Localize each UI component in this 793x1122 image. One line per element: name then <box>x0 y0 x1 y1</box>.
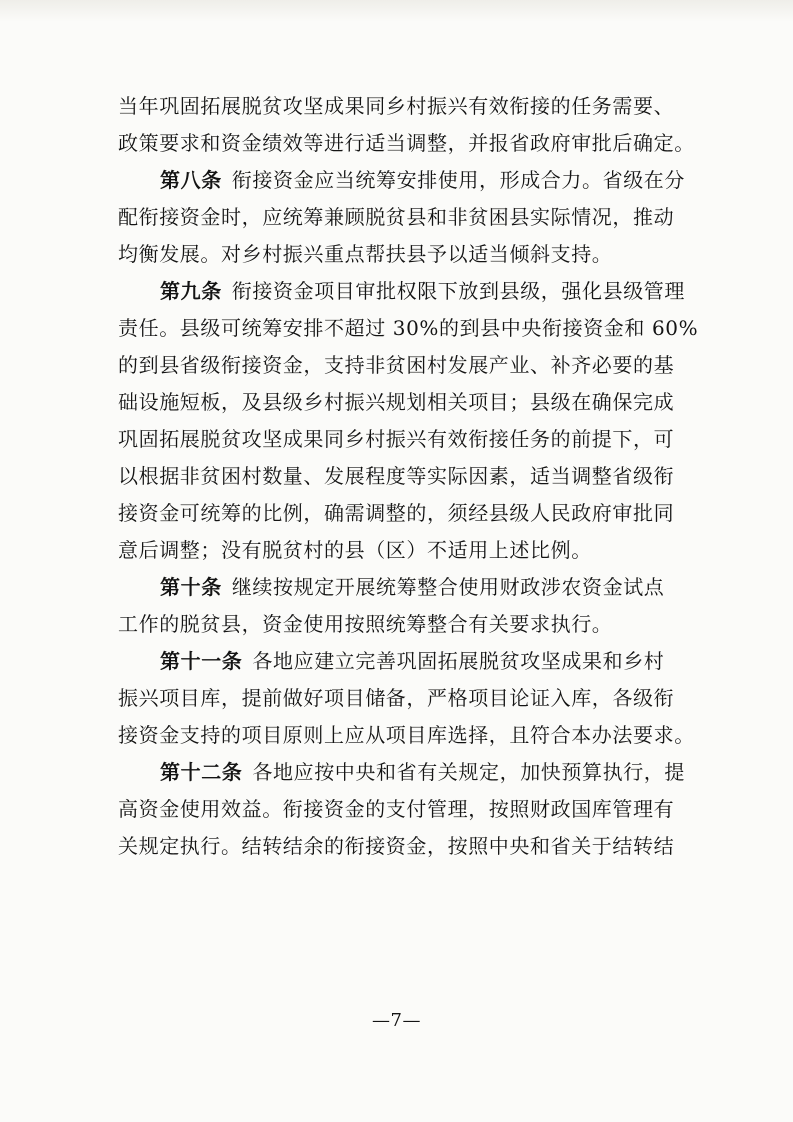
article-first-line <box>118 754 708 791</box>
text-line: 意后调整；没有脱贫村的县（区）不适用上述比例。 <box>118 538 592 562</box>
text-line: 当年巩固拓展脱贫攻坚成果同乡村振兴有效衔接的任务需要、 <box>118 94 675 118</box>
text-line: 政策要求和资金绩效等进行适当调整，并报省政府审批后确定。 <box>118 131 695 155</box>
text-line: 接资金支持的项目原则上应从项目库选择，且符合本办法要求。 <box>118 723 695 747</box>
text-line: 配衔接资金时，应统筹兼顾脱贫县和非贫困县实际情况，推动 <box>118 205 675 229</box>
text-line: 高资金使用效益。衔接资金的支付管理，按照财政国库管理有 <box>118 797 675 821</box>
scan-edge <box>0 0 793 22</box>
article-label: 第九条 <box>160 279 222 303</box>
body-text <box>118 88 708 865</box>
text-line: 础设施短板，及县级乡村振兴规划相关项目；县级在确保完成 <box>118 390 675 414</box>
text-line: 接资金可统筹的比例，确需调整的，须经县级人民政府审批同 <box>118 501 675 525</box>
page-number: —7— <box>372 1010 421 1031</box>
text-line: 继续按规定开展统筹整合使用财政涉农资金试点 <box>231 575 665 599</box>
text-line: 的到县省级衔接资金，支持非贫困村发展产业、补齐必要的基 <box>118 353 675 377</box>
text-line: 振兴项目库，提前做好项目储备，严格项目论证入库，各级衔 <box>118 686 675 710</box>
text-line: 各地应按中央和省有关规定，加快预算执行，提 <box>252 760 686 784</box>
text-line: 以根据非贫困村数量、发展程度等实际因素，适当调整省级衔 <box>118 464 675 488</box>
article-label: 第十一条 <box>160 649 243 673</box>
text-line: 各地应建立完善巩固拓展脱贫攻坚成果和乡村 <box>252 649 665 673</box>
article-label: 第十二条 <box>160 760 243 784</box>
article-first-line <box>118 162 708 199</box>
article-label: 第八条 <box>160 168 222 192</box>
article-first-line <box>118 569 708 606</box>
text-line: 衔接资金项目审批权限下放到县级，强化县级管理 <box>231 279 686 303</box>
article-label: 第十条 <box>160 575 222 599</box>
text-line: 责任。县级可统筹安排不超过 30%的到县中央衔接资金和 60% <box>118 316 699 340</box>
text-line: 均衡发展。对乡村振兴重点帮扶县予以适当倾斜支持。 <box>118 242 613 266</box>
article-first-line <box>118 273 708 310</box>
text-line: 巩固拓展脱贫攻坚成果同乡村振兴有效衔接任务的前提下，可 <box>118 427 675 451</box>
text-line: 关规定执行。结转结余的衔接资金，按照中央和省关于结转结 <box>118 834 675 858</box>
text-line: 衔接资金应当统筹安排使用，形成合力。省级在分 <box>231 168 686 192</box>
text-line: 工作的脱贫县，资金使用按照统筹整合有关要求执行。 <box>118 612 613 636</box>
article-first-line <box>118 643 708 680</box>
